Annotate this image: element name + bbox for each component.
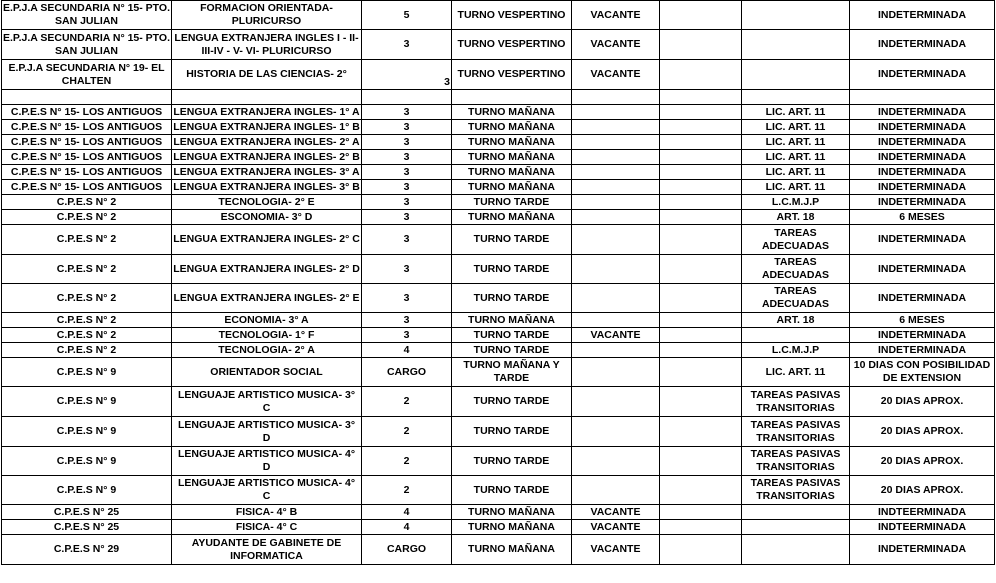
status-cell bbox=[572, 476, 660, 505]
school-cell: C.P.E.S N° 29 bbox=[2, 535, 172, 565]
status-cell bbox=[572, 284, 660, 313]
reason-cell bbox=[742, 328, 850, 343]
reason-cell bbox=[742, 1, 850, 30]
school-cell: C.P.E.S N° 25 bbox=[2, 520, 172, 535]
table-row bbox=[2, 30, 995, 60]
school-cell: C.P.E.S N° 9 bbox=[2, 476, 172, 505]
table-row bbox=[2, 135, 995, 150]
reason-cell: ART. 18 bbox=[742, 210, 850, 225]
table-row bbox=[2, 343, 995, 358]
duration-cell: INDTEERMINADA bbox=[850, 520, 995, 535]
duration-cell: 6 MESES bbox=[850, 210, 995, 225]
subject-cell: LENGUA EXTRANJERA INGLES- 2° E bbox=[172, 284, 362, 313]
extra-cell bbox=[660, 150, 742, 165]
hours-cell: 2 bbox=[362, 476, 452, 505]
reason-cell bbox=[742, 90, 850, 105]
duration-cell: INDETERMINADA bbox=[850, 105, 995, 120]
status-cell bbox=[572, 165, 660, 180]
table-row bbox=[2, 90, 995, 105]
reason-cell: TAREAS PASIVAS TRANSITORIAS bbox=[742, 476, 850, 505]
table-row bbox=[2, 476, 995, 505]
subject-cell: TECNOLOGIA- 2° A bbox=[172, 343, 362, 358]
hours-cell: 4 bbox=[362, 505, 452, 520]
subject-cell: FORMACION ORIENTADA- PLURICURSO bbox=[172, 1, 362, 30]
extra-cell bbox=[660, 417, 742, 447]
subject-cell: LENGUA EXTRANJERA INGLES- 2° A bbox=[173, 135, 360, 148]
school-cell: C.P.E.S N° 2 bbox=[2, 210, 172, 225]
status-cell bbox=[572, 180, 660, 195]
shift-cell: TURNO MAÑANA bbox=[452, 505, 572, 520]
extra-cell bbox=[660, 90, 742, 105]
table-row bbox=[2, 165, 995, 180]
reason-cell: LIC. ART. 11 bbox=[742, 358, 850, 387]
duration-cell: INDETERMINADA bbox=[850, 30, 995, 60]
shift-cell: TURNO MAÑANA bbox=[452, 105, 572, 120]
reason-cell: LIC. ART. 11 bbox=[742, 150, 850, 165]
duration-cell: 20 DIAS APROX. bbox=[850, 417, 995, 447]
extra-cell bbox=[660, 387, 742, 417]
hours-cell: 3 bbox=[362, 313, 452, 328]
duration-cell: INDETERMINADA bbox=[850, 284, 995, 313]
shift-cell: TURNO VESPERTINO bbox=[452, 30, 572, 60]
hours-cell: 3 bbox=[362, 120, 452, 135]
status-cell bbox=[572, 387, 660, 417]
table-row bbox=[2, 255, 995, 284]
subject-cell bbox=[172, 90, 362, 105]
school-cell: C.P.E.S N° 9 bbox=[2, 358, 172, 387]
shift-cell: TURNO TARDE bbox=[452, 387, 572, 417]
shift-cell: TURNO TARDE bbox=[452, 195, 572, 210]
hours-cell: 5 bbox=[362, 1, 452, 30]
status-cell: VACANTE bbox=[572, 60, 660, 90]
school-cell: E.P.J.A SECUNDARIA N° 15- PTO. SAN JULIAN bbox=[2, 30, 172, 60]
duration-cell: INDTEERMINADA bbox=[850, 505, 995, 520]
status-cell bbox=[572, 90, 660, 105]
shift-cell: TURNO MAÑANA bbox=[452, 313, 572, 328]
status-cell bbox=[572, 210, 660, 225]
school-cell: C.P.E.S N° 9 bbox=[2, 387, 172, 417]
table-row bbox=[2, 447, 995, 476]
hours-cell: 3 bbox=[362, 210, 452, 225]
extra-cell bbox=[660, 284, 742, 313]
hours-cell: 2 bbox=[362, 417, 452, 447]
hours-cell: 2 bbox=[362, 387, 452, 417]
school-cell: C.P.E.S N° 15- LOS ANTIGUOS bbox=[2, 180, 172, 195]
reason-cell: TAREAS ADECUADAS bbox=[742, 284, 850, 313]
duration-cell: INDETERMINADA bbox=[850, 60, 995, 90]
school-cell: C.P.E.S N° 25 bbox=[2, 505, 172, 520]
shift-cell: TURNO MAÑANA bbox=[452, 150, 572, 165]
duration-cell: INDETERMINADA bbox=[850, 165, 995, 180]
school-cell: C.P.E.S N° 15- LOS ANTIGUOS bbox=[2, 135, 172, 150]
reason-cell: TAREAS PASIVAS TRANSITORIAS bbox=[742, 387, 850, 417]
status-cell: VACANTE bbox=[572, 520, 660, 535]
hours-cell bbox=[362, 90, 452, 105]
reason-cell bbox=[742, 520, 850, 535]
school-cell: C.P.E.S N° 2 bbox=[2, 284, 172, 313]
status-cell bbox=[572, 195, 660, 210]
hours-cell: 3 bbox=[362, 165, 452, 180]
reason-cell: LIC. ART. 11 bbox=[742, 165, 850, 180]
school-cell: C.P.E.S N° 15- LOS ANTIGUOS bbox=[2, 150, 172, 165]
reason-cell: LIC. ART. 11 bbox=[742, 105, 850, 120]
status-cell bbox=[572, 255, 660, 284]
shift-cell: TURNO VESPERTINO bbox=[452, 60, 572, 90]
duration-cell: 20 DIAS APROX. bbox=[850, 447, 995, 476]
school-cell bbox=[2, 90, 172, 105]
status-cell: VACANTE bbox=[572, 535, 660, 565]
shift-cell: TURNO TARDE bbox=[452, 343, 572, 358]
status-cell: VACANTE bbox=[572, 505, 660, 520]
subject-cell: LENGUA EXTRANJERA INGLES- 3° A bbox=[173, 165, 360, 178]
reason-cell: TAREAS ADECUADAS bbox=[742, 255, 850, 284]
subject-cell: LENGUA EXTRANJERA INGLES- 3° B bbox=[173, 180, 360, 193]
subject-cell: FISICA- 4° B bbox=[172, 505, 362, 520]
subject-cell: LENGUA EXTRANJERA INGLES I - II-III-IV - V- VI- PLURICURSO bbox=[172, 30, 362, 60]
status-cell bbox=[572, 105, 660, 120]
shift-cell: TURNO VESPERTINO bbox=[452, 1, 572, 30]
school-cell: C.P.E.S N° 2 bbox=[2, 255, 172, 284]
shift-cell: TURNO TARDE bbox=[452, 225, 572, 255]
school-cell: C.P.E.S N° 2 bbox=[2, 343, 172, 358]
hours-cell: CARGO bbox=[362, 535, 452, 565]
status-cell bbox=[572, 225, 660, 255]
subject-cell: ORIENTADOR SOCIAL bbox=[172, 358, 362, 387]
table-row bbox=[2, 284, 995, 313]
hours-cell: 3 bbox=[362, 255, 452, 284]
shift-cell: TURNO MAÑANA bbox=[452, 165, 572, 180]
table-row bbox=[2, 1, 995, 30]
shift-cell: TURNO TARDE bbox=[452, 255, 572, 284]
status-cell bbox=[572, 417, 660, 447]
reason-cell: L.C.M.J.P bbox=[742, 343, 850, 358]
status-cell bbox=[572, 313, 660, 328]
table-row bbox=[2, 180, 995, 195]
duration-cell: INDETERMINADA bbox=[850, 328, 995, 343]
duration-cell: INDETERMINADA bbox=[850, 535, 995, 565]
shift-cell bbox=[452, 90, 572, 105]
subject-cell: LENGUA EXTRANJERA INGLES- 2° B bbox=[173, 150, 360, 163]
table-row bbox=[2, 210, 995, 225]
extra-cell bbox=[660, 195, 742, 210]
shift-cell: TURNO MAÑANA bbox=[452, 135, 572, 150]
status-cell: VACANTE bbox=[572, 328, 660, 343]
table-row bbox=[2, 535, 995, 565]
duration-cell: INDETERMINADA bbox=[850, 225, 995, 255]
table-row bbox=[2, 225, 995, 255]
reason-cell: LIC. ART. 11 bbox=[742, 120, 850, 135]
extra-cell bbox=[660, 328, 742, 343]
subject-cell: TECNOLOGIA- 2° E bbox=[172, 195, 362, 210]
hours-cell: 3 bbox=[362, 180, 452, 195]
status-cell bbox=[572, 447, 660, 476]
hours-cell: 3 bbox=[362, 195, 452, 210]
subject-cell: LENGUAJE ARTISTICO MUSICA- 4° D bbox=[172, 447, 362, 476]
reason-cell bbox=[742, 60, 850, 90]
extra-cell bbox=[660, 505, 742, 520]
hours-cell: 3 bbox=[362, 150, 452, 165]
extra-cell bbox=[660, 358, 742, 387]
extra-cell bbox=[660, 535, 742, 565]
shift-cell: TURNO TARDE bbox=[452, 284, 572, 313]
school-cell: E.P.J.A SECUNDARIA N° 19- EL CHALTEN bbox=[2, 60, 172, 90]
duration-cell: INDETERMINADA bbox=[850, 120, 995, 135]
hours-cell: 2 bbox=[362, 447, 452, 476]
shift-cell: TURNO MAÑANA bbox=[452, 210, 572, 225]
extra-cell bbox=[660, 180, 742, 195]
duration-cell: 20 DIAS APROX. bbox=[850, 387, 995, 417]
hours-cell: 3 bbox=[362, 30, 452, 60]
table-row bbox=[2, 387, 995, 417]
table-row bbox=[2, 417, 995, 447]
subject-cell: FISICA- 4° C bbox=[172, 520, 362, 535]
shift-cell: TURNO MAÑANA bbox=[452, 520, 572, 535]
status-cell bbox=[572, 343, 660, 358]
reason-cell: TAREAS ADECUADAS bbox=[742, 225, 850, 255]
duration-cell: INDETERMINADA bbox=[850, 150, 995, 165]
subject-cell: LENGUAJE ARTISTICO MUSICA- 4° C bbox=[172, 476, 362, 505]
table-row bbox=[2, 505, 995, 520]
shift-cell: TURNO TARDE bbox=[452, 328, 572, 343]
school-cell: E.P.J.A SECUNDARIA N° 15- PTO. SAN JULIAN bbox=[2, 1, 172, 30]
extra-cell bbox=[660, 165, 742, 180]
table-row bbox=[2, 520, 995, 535]
subject-cell: LENGUA EXTRANJERA INGLES- 1° B bbox=[173, 120, 360, 133]
extra-cell bbox=[660, 60, 742, 90]
hours-cell: 3 bbox=[362, 135, 452, 150]
status-cell bbox=[572, 358, 660, 387]
table-row bbox=[2, 195, 995, 210]
table-row bbox=[2, 328, 995, 343]
duration-cell: INDETERMINADA bbox=[850, 1, 995, 30]
duration-cell: 20 DIAS APROX. bbox=[850, 476, 995, 505]
shift-cell: TURNO TARDE bbox=[452, 417, 572, 447]
extra-cell bbox=[660, 255, 742, 284]
duration-cell: INDETERMINADA bbox=[850, 343, 995, 358]
hours-cell: 4 bbox=[362, 520, 452, 535]
reason-cell: LIC. ART. 11 bbox=[742, 135, 850, 150]
extra-cell bbox=[660, 520, 742, 535]
subject-cell: LENGUAJE ARTISTICO MUSICA- 3° C bbox=[172, 387, 362, 417]
shift-cell: TURNO MAÑANA bbox=[452, 120, 572, 135]
school-cell: C.P.E.S N° 9 bbox=[2, 417, 172, 447]
status-cell bbox=[572, 135, 660, 150]
hours-cell: 3 bbox=[362, 105, 452, 120]
reason-cell bbox=[742, 30, 850, 60]
school-cell: C.P.E.S N° 15- LOS ANTIGUOS bbox=[2, 105, 172, 120]
subject-cell: HISTORIA DE LAS CIENCIAS- 2° bbox=[172, 60, 362, 90]
reason-cell: ART. 18 bbox=[742, 313, 850, 328]
status-cell bbox=[572, 150, 660, 165]
table-row bbox=[2, 150, 995, 165]
table-row bbox=[2, 105, 995, 120]
subject-cell: AYUDANTE DE GABINETE DE INFORMATICA bbox=[172, 535, 362, 565]
vacancy-table bbox=[1, 0, 995, 565]
duration-cell: INDETERMINADA bbox=[850, 255, 995, 284]
duration-cell bbox=[850, 90, 995, 105]
extra-cell bbox=[660, 135, 742, 150]
hours-cell: 3 bbox=[362, 284, 452, 313]
extra-cell bbox=[660, 447, 742, 476]
reason-cell: TAREAS PASIVAS TRANSITORIAS bbox=[742, 447, 850, 476]
subject-cell: LENGUA EXTRANJERA INGLES- 2° C bbox=[172, 225, 362, 255]
school-cell: C.P.E.S N° 9 bbox=[2, 447, 172, 476]
status-cell bbox=[572, 120, 660, 135]
extra-cell bbox=[660, 343, 742, 358]
school-cell: C.P.E.S N° 2 bbox=[2, 328, 172, 343]
extra-cell bbox=[660, 105, 742, 120]
shift-cell: TURNO TARDE bbox=[452, 447, 572, 476]
duration-cell: 6 MESES bbox=[850, 313, 995, 328]
reason-cell bbox=[742, 535, 850, 565]
hours-cell: CARGO bbox=[362, 358, 452, 387]
reason-cell: LIC. ART. 11 bbox=[742, 180, 850, 195]
status-cell: VACANTE bbox=[572, 30, 660, 60]
duration-cell: INDETERMINADA bbox=[850, 180, 995, 195]
table-body bbox=[2, 1, 995, 565]
extra-cell bbox=[660, 210, 742, 225]
extra-cell bbox=[660, 313, 742, 328]
extra-cell bbox=[660, 120, 742, 135]
duration-cell: 10 DIAS CON POSIBILIDAD DE EXTENSION bbox=[850, 358, 995, 387]
subject-cell: LENGUA EXTRANJERA INGLES- 1° A bbox=[173, 105, 360, 118]
hours-cell: 3 bbox=[362, 225, 452, 255]
subject-cell: ECONOMIA- 3° A bbox=[172, 313, 362, 328]
reason-cell: L.C.M.J.P bbox=[742, 195, 850, 210]
school-cell: C.P.E.S N° 15- LOS ANTIGUOS bbox=[2, 120, 172, 135]
duration-cell: INDETERMINADA bbox=[850, 195, 995, 210]
school-cell: C.P.E.S N° 2 bbox=[2, 195, 172, 210]
school-cell: C.P.E.S N° 15- LOS ANTIGUOS bbox=[2, 165, 172, 180]
extra-cell bbox=[660, 225, 742, 255]
extra-cell bbox=[660, 476, 742, 505]
subject-cell: LENGUA EXTRANJERA INGLES- 2° D bbox=[172, 255, 362, 284]
school-cell: C.P.E.S N° 2 bbox=[2, 313, 172, 328]
table-row bbox=[2, 358, 995, 387]
shift-cell: TURNO MAÑANA Y TARDE bbox=[452, 358, 572, 387]
shift-cell: TURNO MAÑANA bbox=[452, 535, 572, 565]
school-cell: C.P.E.S N° 2 bbox=[2, 225, 172, 255]
hours-cell: 4 bbox=[362, 343, 452, 358]
table-row bbox=[2, 60, 995, 90]
duration-cell: INDETERMINADA bbox=[850, 135, 995, 150]
shift-cell: TURNO MAÑANA bbox=[452, 180, 572, 195]
shift-cell: TURNO TARDE bbox=[452, 476, 572, 505]
subject-cell: LENGUAJE ARTISTICO MUSICA- 3° D bbox=[172, 417, 362, 447]
table-row bbox=[2, 313, 995, 328]
reason-cell: TAREAS PASIVAS TRANSITORIAS bbox=[742, 417, 850, 447]
hours-cell: 3 bbox=[362, 60, 452, 90]
hours-cell: 3 bbox=[362, 328, 452, 343]
subject-cell: ESCONOMIA- 3° D bbox=[172, 210, 362, 225]
reason-cell bbox=[742, 505, 850, 520]
table-row bbox=[2, 120, 995, 135]
extra-cell bbox=[660, 1, 742, 30]
status-cell: VACANTE bbox=[572, 1, 660, 30]
subject-cell: TECNOLOGIA- 1° F bbox=[172, 328, 362, 343]
extra-cell bbox=[660, 30, 742, 60]
